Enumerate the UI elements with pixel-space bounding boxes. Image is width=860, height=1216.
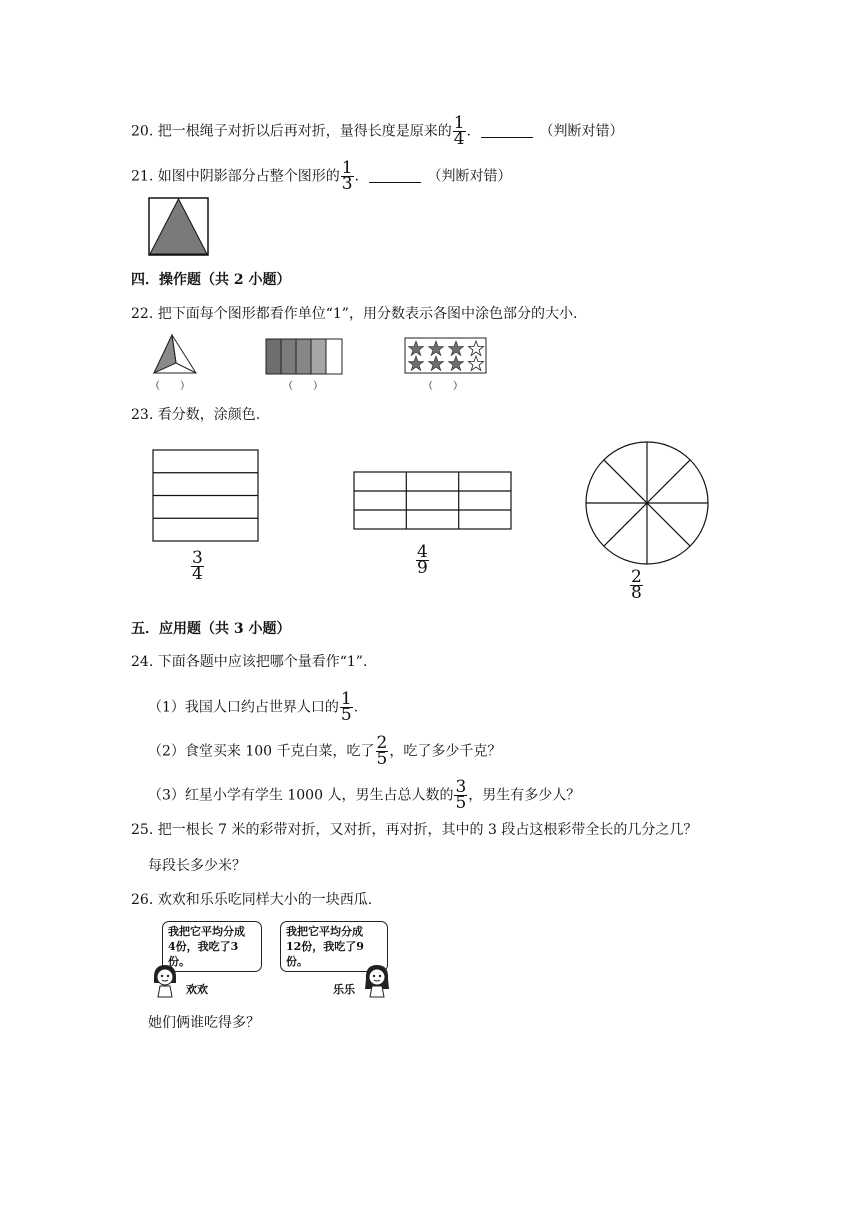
question-21 <box>131 158 512 194</box>
fraction-label-2 <box>416 542 429 578</box>
cartoon-dialogue <box>150 921 395 1001</box>
question-24-sub-1 <box>148 689 359 725</box>
eight-part-circle[interactable] <box>584 440 710 566</box>
question-text: 把下面每个图形都看作单位“1”，用分数表示各图中涂色部分的大小. <box>157 306 578 322</box>
bar-strip-figure <box>265 338 345 376</box>
bubble-line: 我把它平均分成 <box>168 925 245 938</box>
fraction-numerator: 1 <box>340 689 352 709</box>
sub-text: 我国人口约占世界人口的 <box>184 699 339 716</box>
question-number: 23. <box>131 407 154 423</box>
sub-label: （1） <box>148 699 185 716</box>
name-lele: 乐乐 <box>333 983 355 996</box>
question-25 <box>131 820 697 840</box>
question-text: 看分数，涂颜色. <box>157 407 261 423</box>
question-number: 26. <box>131 892 154 908</box>
four-part-rectangle[interactable] <box>152 449 260 543</box>
judge-hint: （判断对错） <box>427 168 512 185</box>
fraction-numerator: 4 <box>417 542 428 562</box>
section-title-5: 五．应用题（共 3 小题） <box>131 621 291 637</box>
girl-icon <box>362 961 392 999</box>
fraction <box>376 733 389 769</box>
question-24 <box>131 652 367 672</box>
bubble-line: 4份，我吃了3份。 <box>168 940 239 968</box>
fraction-numerator: 2 <box>631 567 642 587</box>
fraction-denominator: 3 <box>341 174 353 194</box>
question-24-sub-2 <box>148 733 502 769</box>
sub-text-after: . <box>353 699 359 716</box>
question-26-ask: 她们俩谁吃得多？ <box>148 1015 260 1031</box>
fraction-label-3 <box>630 567 643 603</box>
nine-part-rectangle[interactable] <box>353 471 513 531</box>
fraction <box>341 158 354 194</box>
fraction-numerator: 3 <box>455 777 467 797</box>
question-25-line-2: 每段长多少米？ <box>148 858 246 874</box>
star-box-figure <box>404 337 488 375</box>
question-20 <box>131 113 624 149</box>
answer-paren[interactable]: （ ） <box>423 381 463 392</box>
fraction-label-1 <box>191 548 204 584</box>
judge-hint: （判断对错） <box>539 123 624 140</box>
punct: . <box>354 168 359 185</box>
question-number: 20. <box>131 123 154 140</box>
answer-blank[interactable] <box>481 123 533 138</box>
sub-label: （3） <box>148 787 185 804</box>
fraction-numerator: 1 <box>453 113 465 133</box>
fraction-denominator: 5 <box>376 749 388 769</box>
question-text: 下面各题中应该把哪个量看作“1”. <box>157 654 368 670</box>
fraction <box>453 113 466 149</box>
triangle-in-square-figure <box>148 197 210 257</box>
fraction-denominator: 4 <box>453 129 465 149</box>
question-text: 把一根长 7 米的彩带对折，又对折，再对折，其中的 3 段占这根彩带全长的几分之几？ <box>157 822 698 838</box>
fraction-denominator: 4 <box>192 564 203 584</box>
question-number: 25. <box>131 822 154 838</box>
sub-text: 红星小学有学生 1000 人，男生占总人数的 <box>184 787 454 804</box>
fraction <box>340 689 353 725</box>
fraction-denominator: 5 <box>455 793 467 813</box>
answer-paren[interactable]: （ ） <box>150 381 190 392</box>
fraction-denominator: 5 <box>340 705 352 725</box>
fraction-numerator: 1 <box>341 158 353 178</box>
bubble-line: 我把它平均分成 <box>286 925 363 938</box>
bubble-line: 12份，我吃了9份。 <box>286 940 364 968</box>
sub-label: （2） <box>148 743 185 760</box>
question-number: 21. <box>131 168 154 185</box>
question-text: 把一根绳子对折以后再对折，量得长度是原来的 <box>157 123 452 140</box>
fraction-numerator: 3 <box>192 548 203 568</box>
question-24-sub-3 <box>148 777 581 813</box>
question-number: 22. <box>131 306 154 322</box>
punct: . <box>466 123 471 140</box>
fraction-denominator: 9 <box>417 558 428 578</box>
sub-text-after: ，男生有多少人？ <box>468 787 581 804</box>
answer-blank[interactable] <box>369 168 421 183</box>
question-text: 如图中阴影部分占整个图形的 <box>157 168 340 185</box>
girl-icon <box>150 961 180 999</box>
question-23 <box>131 405 260 425</box>
fraction-numerator: 2 <box>376 733 388 753</box>
question-26 <box>131 890 372 910</box>
answer-paren[interactable]: （ ） <box>283 381 323 392</box>
name-huanhuan: 欢欢 <box>186 983 208 996</box>
section-title-4: 四．操作题（共 2 小题） <box>131 272 291 288</box>
sub-text: 食堂买来 100 千克白菜，吃了 <box>184 743 375 760</box>
fraction-denominator: 8 <box>631 583 642 603</box>
question-number: 24. <box>131 654 154 670</box>
fraction <box>454 777 467 813</box>
question-text: 欢欢和乐乐吃同样大小的一块西瓜. <box>157 892 373 908</box>
pyramid-figure <box>150 333 200 377</box>
sub-text-after: ，吃了多少千克？ <box>389 743 502 760</box>
question-22 <box>131 304 577 324</box>
